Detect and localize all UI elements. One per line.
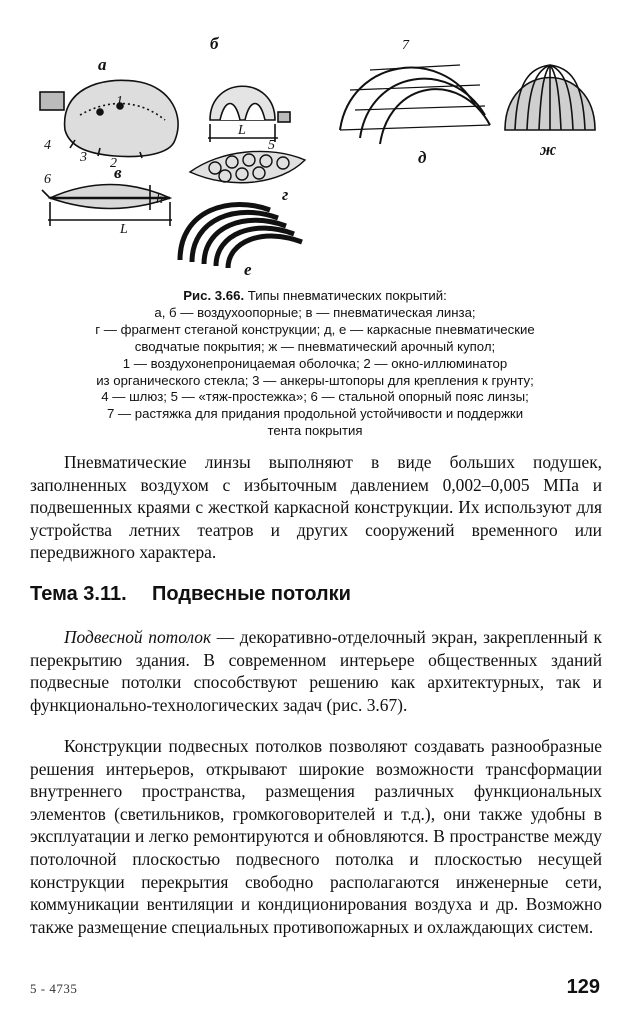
callout-1: 1 [116, 94, 123, 109]
figure-label-g: г [282, 185, 289, 204]
caption-line: 4 — шлюз; 5 — «тяж-простежка»; 6 — стальной опорный пояс линзы; [101, 389, 529, 405]
figure-label-a: а [98, 55, 107, 74]
drawing-b-air-supported-dome [208, 86, 290, 142]
drawing-d-frame-vault [340, 65, 490, 144]
figure-label-v: в [114, 163, 122, 182]
drawing-e-frame-vault [180, 204, 302, 268]
caption-title: Типы пневматических покрытий: [244, 288, 447, 303]
dimension-label-l-dome: L [238, 123, 246, 138]
caption-line: тента покрытия [267, 423, 363, 439]
drawing-v-pneumatic-lens [42, 185, 172, 227]
caption-line: а, б — воздухоопорные; в — пневматическая линза; [154, 304, 476, 320]
section-title: Подвесные потолки [152, 583, 351, 605]
callout-2: 2 [110, 156, 117, 171]
callout-3: 3 [80, 150, 87, 165]
caption-line: 7 — растяжка для придания продольной устойчивости и поддержки [106, 406, 524, 422]
printer-signature: 5 - 4735 [30, 981, 78, 996]
caption-line: из органического стекла; 3 — анкеры-штопоры для крепления к грунту; [96, 372, 534, 388]
caption-line: сводчатые покрытия; ж — пневматический арочный купол; [134, 338, 496, 354]
figure-label-b: б [210, 34, 219, 53]
callout-5: 5 [268, 138, 275, 153]
figure-label-zh: ж [540, 140, 557, 159]
defined-term: Подвесной потолок [64, 627, 212, 647]
section-heading [30, 583, 602, 606]
caption-line: 1 — воздухонепроницаемая оболочка; 2 — окно-иллюминатор [122, 355, 508, 371]
paragraph-pneumatic-lenses: Пневматические линзы выполняют в виде больших подушек, заполненных воздухом с избыточным давлением 0,002–0,005 МПа и подвешенных краями с жесткой каркасной конструкции. Их используют для устройства летних театров и других сооружений временного или передвижного характера. [30, 452, 602, 563]
caption-head: Рис. 3.66. [183, 288, 245, 303]
figure-label-d: д [418, 148, 427, 167]
section-number: Тема 3.11. [30, 583, 127, 605]
dimension-label-l-lens: L [120, 222, 128, 237]
callout-4: 4 [44, 138, 51, 153]
paragraph-suspended-ceiling-definition [30, 626, 602, 716]
callout-7: 7 [402, 38, 409, 53]
figure-label-e: е [244, 260, 252, 279]
page-number: 129 [566, 976, 600, 998]
figure-3-66 [20, 20, 610, 290]
caption-line: г — фрагмент стеганой конструкции; д, е — каркасные пневматические [95, 321, 535, 337]
drawing-zh-arched-dome [505, 65, 595, 130]
figure-caption [40, 288, 590, 440]
drawing-g-quilted-fragment [190, 151, 305, 182]
caption-title-line [40, 288, 590, 305]
figure-drawing [20, 20, 610, 290]
paragraph-suspended-ceiling-constructions: Конструкции подвесных потолков позволяют создавать разнообразные решения интерьеров, открывают широкие возможности трансформации внутреннего пространства, размещения различных функциональных элементов (светильников, громкоговорителей и т.д.), они также удобны в эксплуатации и легко ремонтируются и обновляются. В пространстве между потолочной плоскостью подвесного потолка и плоскостью несущей конструкции перекрытия свободно располагаются инженерные сети, коммуникации вентиляции и кондиционирования воздуха и др. Возможно также размещение специальных противопожарных и охлаждающих систем. [30, 736, 602, 937]
drawing-a-air-supported-shell [40, 80, 178, 158]
dimension-label-h: h [156, 192, 163, 207]
definition-text: — декоративно-отделочный экран, закрепленный к перекрытию здания. В современном интерьере общественных зданий подвесные потолки способствуют решению как архитектурных, так и функционально-технологических задач (рис. 3.67). [30, 627, 602, 715]
callout-6: 6 [44, 172, 51, 187]
